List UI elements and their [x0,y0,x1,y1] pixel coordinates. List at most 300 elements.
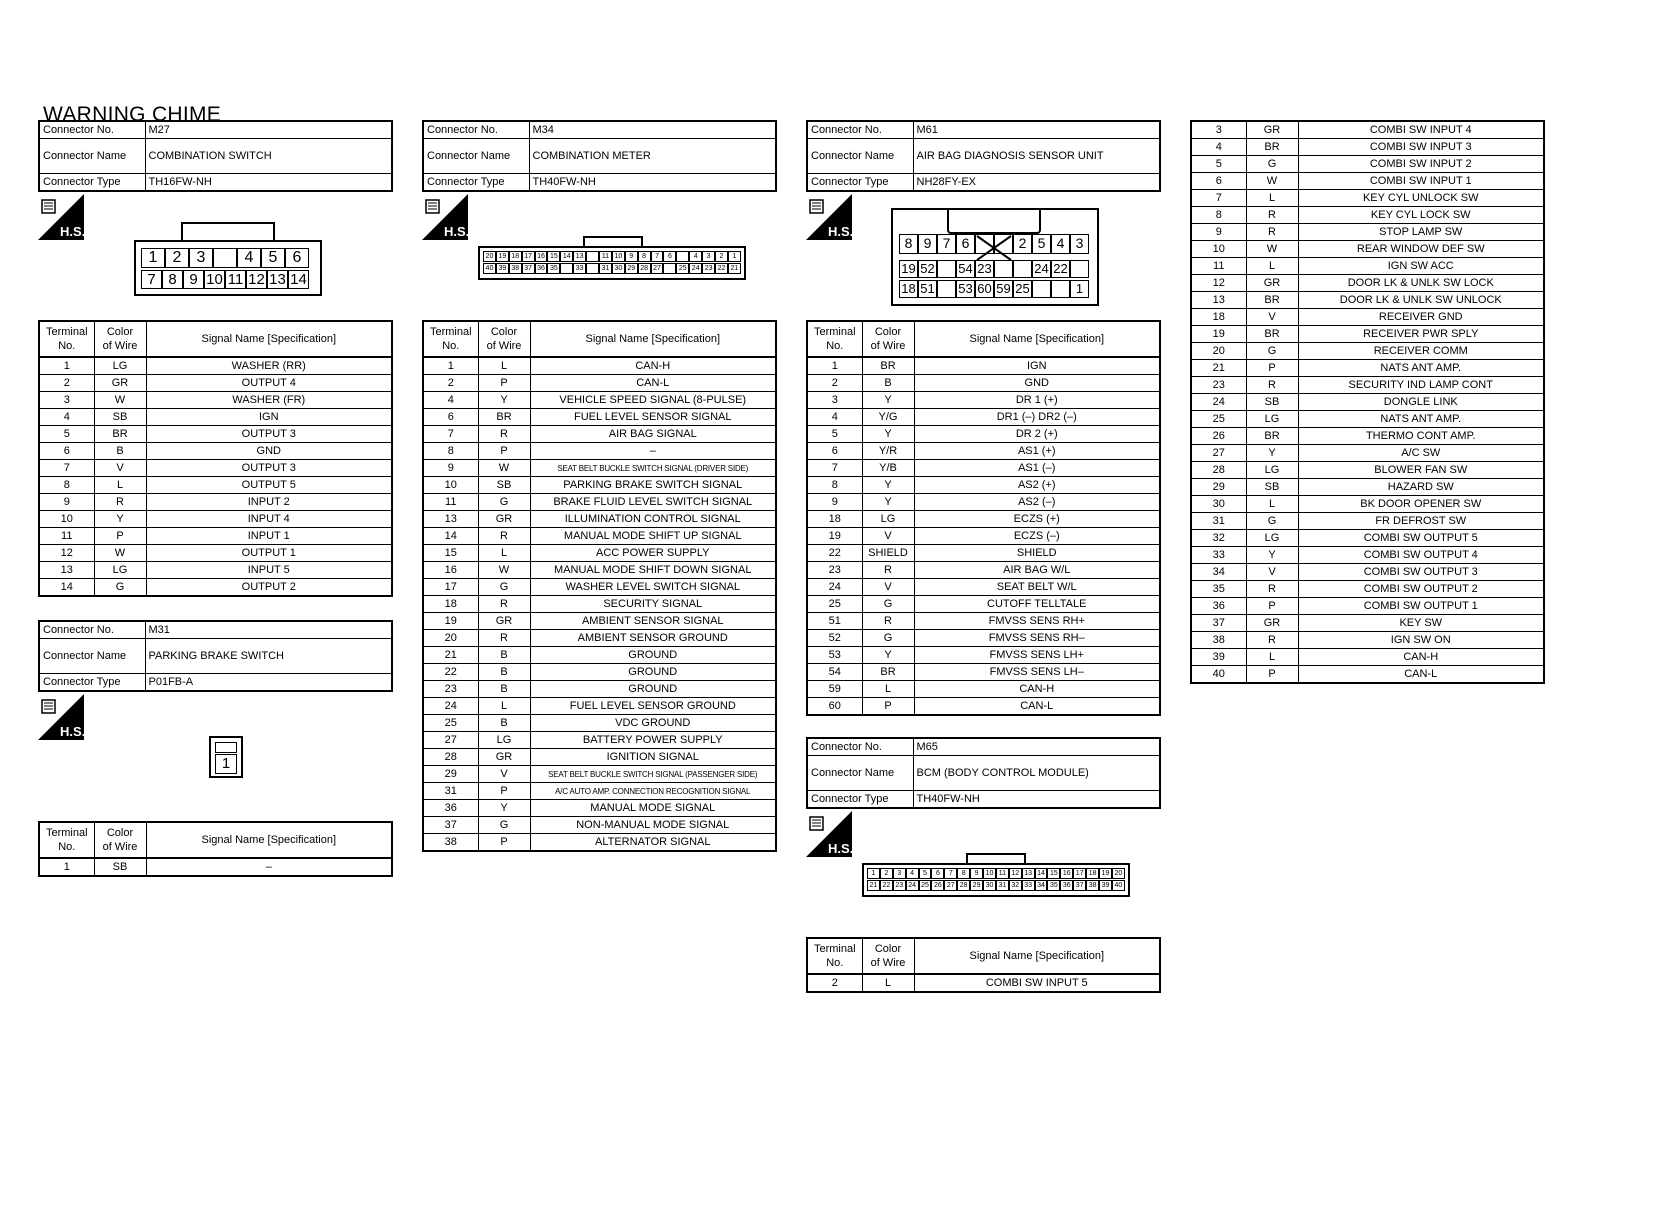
color-cell: LG [1246,411,1298,428]
connector-pin: 59 [994,280,1013,298]
table-row [39,477,392,494]
color-cell: Y [862,647,914,664]
color-cell: Y [862,477,914,494]
color-header: Color of Wire [94,822,146,858]
connector-face-top-row [141,248,309,268]
terminal-cell: 8 [39,477,94,494]
terminal-header: Terminal No. [423,321,478,357]
connector-pin: 33 [573,263,586,274]
connector-type-value: TH40FW-NH [529,174,776,192]
connector-pin [1032,280,1051,298]
table-row [423,732,776,749]
terminal-cell: 51 [807,613,862,630]
table-row [1191,479,1544,496]
terminal-cell: 17 [423,579,478,596]
table-row [423,698,776,715]
connector-pin: 22 [880,880,893,891]
connector-pin: 13 [573,251,586,262]
hs-label: H.S. [60,224,84,239]
connector-pin: 8 [899,234,918,254]
signal-cell: GROUND [530,681,776,698]
connector-pin: 25 [676,263,689,274]
color-cell: LG [94,357,146,375]
terminal-cell: 1 [807,357,862,375]
signal-cell: ALTERNATOR SIGNAL [530,834,776,852]
terminal-cell: 31 [1191,513,1246,530]
terminal-cell: 6 [423,409,478,426]
connector-face-m27 [134,240,322,296]
color-cell: BR [1246,428,1298,445]
connector-pin [1013,260,1032,278]
color-cell: GR [478,613,530,630]
signal-cell: CUTOFF TELLTALE [914,596,1160,613]
signal-cell: COMBI SW INPUT 2 [1298,156,1544,173]
color-header: Color of Wire [862,938,914,974]
color-cell: SHIELD [862,545,914,562]
table-row [1191,173,1544,190]
terminal-cell: 14 [423,528,478,545]
terminal-cell: 11 [1191,258,1246,275]
connector-type-value: P01FB-A [145,674,392,692]
color-cell: L [478,357,530,375]
color-cell: W [94,392,146,409]
connector-pin: 4 [906,868,919,879]
table-row [1191,547,1544,564]
connector-pin: 60 [975,280,994,298]
connector-pin: 1 [867,868,880,879]
color-cell: G [862,630,914,647]
signal-cell: FUEL LEVEL SENSOR GROUND [530,698,776,715]
signal-cell: OUTPUT 2 [146,579,392,597]
signal-cell: SECURITY IND LAMP CONT [1298,377,1544,394]
signal-cell: BRAKE FLUID LEVEL SWITCH SIGNAL [530,494,776,511]
table-row [1191,224,1544,241]
table-row [423,613,776,630]
connector-pin: 51 [918,280,937,298]
terminal-cell: 35 [1191,581,1246,598]
connector-pin: 10 [612,251,625,262]
signal-cell: CAN-L [914,698,1160,716]
color-cell: G [94,579,146,597]
connector-pin: 2 [165,248,189,268]
color-cell: GR [1246,275,1298,292]
signal-cell: FMVSS SENS LH+ [914,647,1160,664]
connector-pin: 36 [535,263,548,274]
table-row [423,562,776,579]
connector-pin [937,260,956,278]
terminal-cell: 24 [423,698,478,715]
color-cell: R [478,630,530,647]
table-row [423,817,776,834]
connector-pin: 31 [599,263,612,274]
connector-face-m34 [478,246,746,280]
color-cell: GR [478,511,530,528]
connector-type-label: Connector Type [423,174,529,192]
terminal-cell: 27 [423,732,478,749]
table-row [423,834,776,852]
page-title: WARNING CHIME [43,103,222,126]
connector-pin: 22 [1051,260,1070,278]
signal-cell: INPUT 5 [146,562,392,579]
terminal-cell: 20 [1191,343,1246,360]
color-cell: V [94,460,146,477]
signal-cell: RECEIVER GND [1298,309,1544,326]
table-row [39,528,392,545]
table-row [807,579,1160,596]
connector-pin: 29 [970,880,983,891]
terminal-cell: 19 [423,613,478,630]
terminal-cell: 59 [807,681,862,698]
table-row [807,375,1160,392]
connector-pin [213,248,237,268]
terminal-cell: 1 [423,357,478,375]
connector-no-label: Connector No. [39,621,145,639]
connector-pin: 8 [638,251,651,262]
connector-pin: 3 [893,868,906,879]
color-cell: G [1246,343,1298,360]
color-cell: GR [94,375,146,392]
color-cell: B [478,647,530,664]
terminal-cell: 22 [423,664,478,681]
table-row [423,545,776,562]
color-cell: R [862,613,914,630]
signal-cell: ECZS (–) [914,528,1160,545]
connector-header-m31 [38,620,393,692]
terminal-cell: 21 [1191,360,1246,377]
table-row [423,681,776,698]
signal-cell: NON-MANUAL MODE SIGNAL [530,817,776,834]
color-cell: SB [478,477,530,494]
connector-pin: 27 [944,880,957,891]
connector-pin: 18 [509,251,522,262]
connector-header-m27 [38,120,393,192]
terminal-cell: 11 [39,528,94,545]
table-row [1191,445,1544,462]
terminal-cell: 14 [39,579,94,597]
terminal-cell: 27 [1191,445,1246,462]
signal-cell: OUTPUT 3 [146,426,392,443]
signal-cell: GND [146,443,392,460]
terminal-cell: 54 [807,664,862,681]
terminal-cell: 15 [423,545,478,562]
connector-pin: 24 [1032,260,1051,278]
color-cell: BR [1246,326,1298,343]
color-cell: L [478,545,530,562]
table-row [1191,530,1544,547]
connector-pin: 5 [1032,234,1051,254]
connector-pin [586,251,599,262]
signal-cell: PARKING BRAKE SWITCH SIGNAL [530,477,776,494]
connector-type-value: NH28FY-EX [913,174,1160,192]
signal-cell: BATTERY POWER SUPPLY [530,732,776,749]
connector-face-top-row [867,868,1125,879]
signal-cell: DR1 (–) DR2 (–) [914,409,1160,426]
connector-face-top-row [483,251,741,262]
connector-type-label: Connector Type [39,674,145,692]
terminal-cell: 52 [807,630,862,647]
terminal-cell: 37 [423,817,478,834]
terminal-cell: 5 [39,426,94,443]
table-row [423,357,776,375]
connector-pin: 9 [918,234,937,254]
signal-cell: SEAT BELT BUCKLE SWITCH SIGNAL (PASSENGER SIDE) [530,766,776,783]
connector-type-value: TH16FW-NH [145,174,392,192]
signal-cell: OUTPUT 4 [146,375,392,392]
table-row [1191,156,1544,173]
connector-name-label: Connector Name [39,139,145,174]
terminal-cell: 29 [423,766,478,783]
terminal-cell: 37 [1191,615,1246,632]
terminal-cell: 7 [39,460,94,477]
connector-pin: 6 [956,234,975,254]
signal-cell: OUTPUT 5 [146,477,392,494]
connector-no-label: Connector No. [39,121,145,139]
terminal-cell: 5 [1191,156,1246,173]
terminal-cell: 2 [807,974,862,992]
connector-pin: 15 [547,251,560,262]
connector-pin: 8 [957,868,970,879]
connector-no-value: M65 [913,738,1160,756]
signal-cell: VEHICLE SPEED SIGNAL (8-PULSE) [530,392,776,409]
signal-cell: COMBI SW INPUT 1 [1298,173,1544,190]
terminal-cell: 25 [423,715,478,732]
color-cell: GR [1246,615,1298,632]
color-cell: Y [862,494,914,511]
connector-pin: 7 [937,234,956,254]
color-cell: LG [1246,462,1298,479]
table-row [807,443,1160,460]
connector-face-m31 [209,736,243,778]
connector-no-value: M61 [913,121,1160,139]
color-cell: W [478,562,530,579]
hs-label: H.S. [60,724,84,739]
signal-cell: OUTPUT 3 [146,460,392,477]
connector-face-m61 [891,208,1099,306]
table-row [807,511,1160,528]
connector-pin [1051,280,1070,298]
connector-pin: 39 [496,263,509,274]
pin-table-m65 [806,937,1161,993]
signal-cell: A/C AUTO AMP. CONNECTION RECOGNITION SIGNAL [530,783,776,800]
table-row [807,974,1160,992]
connector-pin: 21 [867,880,880,891]
color-header: Color of Wire [478,321,530,357]
terminal-cell: 38 [1191,632,1246,649]
table-row [807,596,1160,613]
connector-pin: 5 [261,248,285,268]
hs-icon [806,194,852,240]
table-row [807,562,1160,579]
terminal-cell: 29 [1191,479,1246,496]
connector-pin: 19 [496,251,509,262]
connector-name-value: COMBINATION METER [529,139,776,174]
color-cell: L [478,698,530,715]
table-row [423,443,776,460]
terminal-cell: 33 [1191,547,1246,564]
terminal-cell: 28 [1191,462,1246,479]
terminal-cell: 38 [423,834,478,852]
connector-pin: 11 [225,270,246,289]
connector-type-label: Connector Type [807,791,913,809]
connector-pin: 16 [535,251,548,262]
connector-name-value: AIR BAG DIAGNOSIS SENSOR UNIT [913,139,1160,174]
hs-icon [806,811,852,857]
terminal-cell: 23 [423,681,478,698]
signal-cell: AIR BAG W/L [914,562,1160,579]
terminal-cell: 4 [39,409,94,426]
connector-name-label: Connector Name [423,139,529,174]
hs-label: H.S. [828,841,852,856]
color-cell: P [1246,666,1298,684]
color-cell: R [1246,632,1298,649]
table-row [1191,598,1544,615]
terminal-header: Terminal No. [39,822,94,858]
table-row [423,783,776,800]
terminal-cell: 60 [807,698,862,716]
table-row [1191,632,1544,649]
color-cell: Y [478,800,530,817]
connector-pin: 22 [715,263,728,274]
connector-type-value: TH40FW-NH [913,791,1160,809]
connector-pin: 28 [957,880,970,891]
terminal-cell: 3 [39,392,94,409]
table-row [39,409,392,426]
signal-cell: COMBI SW OUTPUT 3 [1298,564,1544,581]
table-row [39,494,392,511]
connector-pin: 40 [1112,880,1125,891]
table-row [807,477,1160,494]
signal-cell: STOP LAMP SW [1298,224,1544,241]
connector-type-label: Connector Type [39,174,145,192]
hs-label: H.S. [444,224,468,239]
terminal-cell: 25 [1191,411,1246,428]
signal-cell: SEAT BELT W/L [914,579,1160,596]
signal-cell: DR 2 (+) [914,426,1160,443]
terminal-cell: 18 [423,596,478,613]
connector-pin: 28 [638,263,651,274]
connector-no-value: M34 [529,121,776,139]
connector-pin: 34 [1035,880,1048,891]
connector-pin [560,263,573,274]
terminal-cell: 22 [807,545,862,562]
color-cell: P [94,528,146,545]
color-cell: P [1246,598,1298,615]
color-cell: Y/R [862,443,914,460]
connector-type-label: Connector Type [807,174,913,192]
connector-pin [994,260,1013,278]
signal-cell: CAN-L [530,375,776,392]
connector-pin: 38 [509,263,522,274]
connector-pin: 3 [702,251,715,262]
connector-pin: 9 [625,251,638,262]
terminal-cell: 7 [423,426,478,443]
table-row [1191,496,1544,513]
table-row [1191,309,1544,326]
terminal-cell: 1 [39,858,94,876]
table-row [807,613,1160,630]
table-row [423,375,776,392]
signal-cell: AIR BAG SIGNAL [530,426,776,443]
connector-pin: 27 [651,263,664,274]
connector-name-value: BCM (BODY CONTROL MODULE) [913,756,1160,791]
color-cell: SB [1246,394,1298,411]
color-cell: BR [1246,292,1298,309]
color-cell: R [478,426,530,443]
signal-cell: IGN [914,357,1160,375]
color-cell: V [1246,564,1298,581]
table-row [39,460,392,477]
table-row [807,409,1160,426]
table-row [807,681,1160,698]
table-row [423,647,776,664]
terminal-cell: 19 [1191,326,1246,343]
connector-pin: 13 [267,270,288,289]
signal-header: Signal Name [Specification] [914,321,1160,357]
terminal-cell: 7 [807,460,862,477]
signal-cell: IGN SW ACC [1298,258,1544,275]
table-row [39,579,392,597]
signal-cell: KEY CYL LOCK SW [1298,207,1544,224]
signal-cell: CAN-L [1298,666,1544,684]
signal-cell: COMBI SW OUTPUT 1 [1298,598,1544,615]
signal-cell: AMBIENT SENSOR GROUND [530,630,776,647]
terminal-cell: 26 [1191,428,1246,445]
connector-pin: 38 [1086,880,1099,891]
color-cell: B [478,664,530,681]
table-row [1191,513,1544,530]
terminal-cell: 20 [423,630,478,647]
terminal-cell: 2 [423,375,478,392]
connector-pin: 21 [728,263,741,274]
terminal-cell: 18 [807,511,862,528]
color-cell: L [1246,190,1298,207]
connector-pin: 29 [625,263,638,274]
signal-cell: HAZARD SW [1298,479,1544,496]
terminal-cell: 3 [1191,121,1246,139]
connector-pin: 1 [215,754,237,774]
color-cell: L [862,681,914,698]
connector-pin: 17 [522,251,535,262]
connector-pin: 23 [975,260,994,278]
connector-pin: 24 [906,880,919,891]
terminal-cell: 6 [39,443,94,460]
table-row [1191,343,1544,360]
connector-name-label: Connector Name [807,756,913,791]
table-row [1191,411,1544,428]
color-cell: G [1246,513,1298,530]
connector-pin: 30 [983,880,996,891]
signal-cell: INPUT 1 [146,528,392,545]
color-cell: W [1246,173,1298,190]
color-cell: BR [1246,139,1298,156]
signal-cell: DONGLE LINK [1298,394,1544,411]
signal-header: Signal Name [Specification] [146,321,392,357]
signal-cell: – [530,443,776,460]
terminal-cell: 2 [39,375,94,392]
color-cell: GR [1246,121,1298,139]
color-cell: B [478,681,530,698]
terminal-cell: 11 [423,494,478,511]
table-row [39,545,392,562]
terminal-cell: 9 [39,494,94,511]
terminal-cell: 53 [807,647,862,664]
table-row [1191,666,1544,684]
table-row [807,664,1160,681]
signal-cell: MANUAL MODE SHIFT DOWN SIGNAL [530,562,776,579]
color-cell: SB [1246,479,1298,496]
connector-pin: 14 [288,270,309,289]
signal-cell: FR DEFROST SW [1298,513,1544,530]
